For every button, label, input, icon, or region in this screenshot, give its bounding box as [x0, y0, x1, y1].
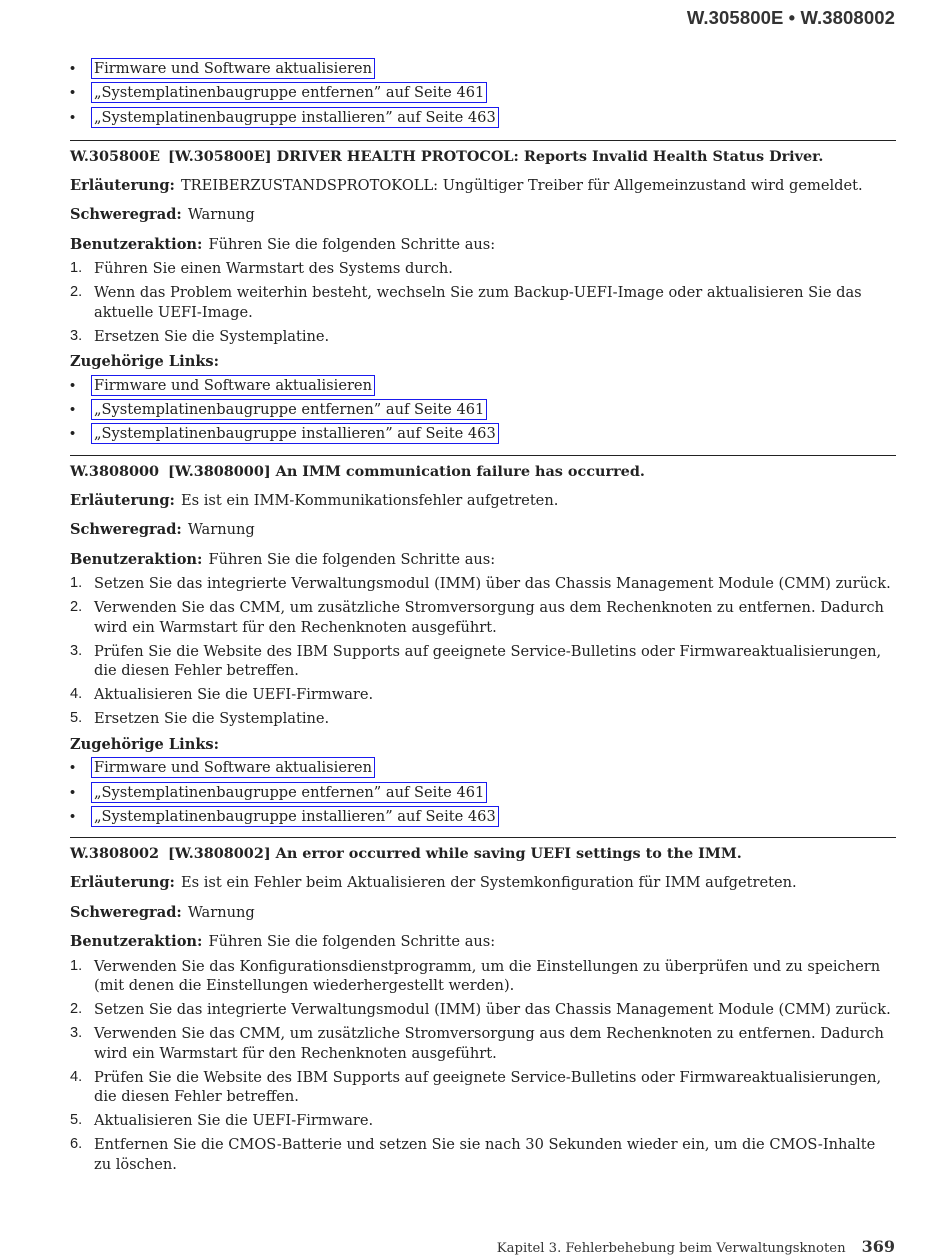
link-install-system-board[interactable]: „Systemplatinenbaugruppe installieren” auf Seite 463 [91, 107, 499, 128]
link-remove-system-board[interactable]: „Systemplatinenbaugruppe entfernen” auf Seite 461 [91, 782, 487, 803]
step-item [70, 642, 896, 681]
step-text: Ersetzen Sie die Systemplatine. [94, 327, 330, 345]
entry-title: [W.3808000] An IMM communication failure has occurred. [168, 462, 645, 480]
link-firmware-update[interactable]: Firmware und Software aktualisieren [91, 375, 375, 396]
page-content [70, 58, 896, 1179]
message-entry [70, 455, 896, 830]
step-item [70, 709, 896, 729]
explanation-text: Es ist ein Fehler beim Aktualisieren der Systemkonfiguration für IMM aufgetreten. [180, 874, 797, 892]
related-links [70, 375, 896, 448]
severity [70, 520, 896, 540]
step-list [70, 574, 896, 729]
list-item [70, 806, 896, 830]
step-item [70, 283, 896, 322]
user-action-label: Benutzeraktion: [70, 550, 203, 568]
explanation [70, 873, 896, 893]
step-item [70, 574, 896, 594]
explanation-label: Erläuterung: [70, 491, 175, 509]
page-header-title: W.305800E • W.3808002 [686, 7, 895, 28]
step-item [70, 327, 896, 347]
step-item [70, 598, 896, 637]
step-text: Wenn das Problem weiterhin besteht, wechseln Sie zum Backup-UEFI-Image oder aktualisieren Sie das aktuelle UEFI-Image. [94, 284, 862, 321]
entry-code: W.3808000 [70, 462, 160, 480]
chapter-title: Kapitel 3. Fehlerbehebung beim Verwaltungsknoten [496, 1241, 846, 1256]
message-entry [70, 837, 896, 1174]
step-number: 1. [70, 575, 83, 592]
top-related-links [70, 58, 896, 131]
entry-code: W.305800E [70, 147, 160, 165]
list-item [70, 423, 896, 447]
bullet: • [70, 784, 76, 801]
entry-title: [W.3808002] An error occurred while saving UEFI settings to the IMM. [168, 845, 742, 863]
message-entry [70, 140, 896, 448]
step-item [70, 957, 896, 996]
bullet: • [70, 808, 76, 825]
step-item [70, 1000, 896, 1020]
step-number: 2. [70, 599, 83, 616]
section-divider [70, 455, 896, 456]
step-item [70, 685, 896, 705]
link-install-system-board[interactable]: „Systemplatinenbaugruppe installieren” auf Seite 463 [91, 423, 499, 444]
step-text: Verwenden Sie das CMM, um zusätzliche Stromversorgung aus dem Rechenknoten zu entfernen. Dadurch wird ein Warmstart für den Rechenknoten ausgeführt. [94, 599, 884, 636]
user-action-intro: Führen Sie die folgenden Schritte aus: [208, 235, 496, 253]
bullet: • [70, 402, 76, 419]
list-item [70, 399, 896, 423]
step-text: Prüfen Sie die Website des IBM Supports auf geeignete Service-Bulletins oder Firmwareaktualisierungen, die diesen Fehler betreffen. [94, 1068, 882, 1106]
explanation-text: Es ist ein IMM-Kommunikationsfehler aufgetreten. [180, 491, 559, 509]
step-number: 3. [70, 642, 83, 659]
step-number: 6. [70, 1136, 83, 1153]
step-text: Ersetzen Sie die Systemplatine. [94, 710, 330, 728]
link-firmware-update[interactable]: Firmware und Software aktualisieren [91, 757, 375, 778]
user-action [70, 932, 896, 952]
step-text: Führen Sie einen Warmstart des Systems durch. [94, 260, 453, 278]
step-number: 5. [70, 1112, 83, 1129]
entry-title: [W.305800E] DRIVER HEALTH PROTOCOL: Reports Invalid Health Status Driver. [168, 147, 824, 165]
step-number: 2. [70, 284, 83, 301]
related-links-title: Zugehörige Links: [70, 735, 220, 753]
list-item [70, 757, 896, 781]
entry-heading [70, 147, 896, 169]
step-text: Setzen Sie das integrierte Verwaltungsmodul (IMM) über das Chassis Management Module (CMM) zurück. [94, 575, 891, 593]
user-action [70, 550, 896, 570]
step-text: Setzen Sie das integrierte Verwaltungsmodul (IMM) über das Chassis Management Module (CMM) zurück. [94, 1001, 891, 1019]
step-item [70, 1068, 896, 1107]
user-action-label: Benutzeraktion: [70, 235, 203, 253]
list-item [70, 107, 896, 131]
page-footer [497, 1237, 895, 1256]
section-divider [70, 837, 896, 838]
step-list [70, 957, 896, 1175]
step-text: Verwenden Sie das Konfigurationsdienstprogramm, um die Einstellungen zu überprüfen und zu speichern (mit denen die Einstellungen wiederhergestellt werden). [94, 957, 881, 995]
step-number: 1. [70, 260, 83, 277]
list-item [70, 58, 896, 82]
related-links [70, 757, 896, 830]
list-item [70, 782, 896, 806]
link-firmware-update[interactable]: Firmware und Software aktualisieren [91, 58, 375, 79]
user-action-intro: Führen Sie die folgenden Schritte aus: [208, 933, 496, 951]
severity-label: Schweregrad: [70, 903, 182, 921]
bullet: • [70, 760, 76, 777]
severity-label: Schweregrad: [70, 521, 182, 539]
step-item [70, 1024, 896, 1063]
severity-value: Warnung [187, 206, 255, 224]
explanation-text: TREIBERZUSTANDSPROTOKOLL: Ungültiger Treiber für Allgemeinzustand wird gemeldet. [180, 176, 863, 194]
step-text: Aktualisieren Sie die UEFI-Firmware. [94, 686, 374, 704]
step-text: Prüfen Sie die Website des IBM Supports auf geeignete Service-Bulletins oder Firmwareaktualisierungen, die diesen Fehler betreffen. [94, 642, 882, 680]
step-number: 3. [70, 1025, 83, 1042]
step-list [70, 259, 896, 346]
explanation-label: Erläuterung: [70, 874, 175, 892]
user-action [70, 235, 896, 255]
entry-heading [70, 462, 896, 484]
bullet: • [70, 377, 76, 394]
step-number: 5. [70, 710, 83, 727]
step-number: 3. [70, 327, 83, 344]
link-remove-system-board[interactable]: „Systemplatinenbaugruppe entfernen” auf Seite 461 [91, 399, 487, 420]
entry-heading [70, 844, 896, 866]
list-item [70, 375, 896, 399]
step-number: 4. [70, 1068, 83, 1085]
step-number: 2. [70, 1001, 83, 1018]
step-item [70, 1111, 896, 1131]
user-action-intro: Führen Sie die folgenden Schritte aus: [208, 550, 496, 568]
step-text: Entfernen Sie die CMOS-Batterie und setzen Sie sie nach 30 Sekunden wieder ein, um die CMOS-Inhalte zu löschen. [94, 1136, 876, 1173]
explanation [70, 176, 896, 196]
severity-value: Warnung [187, 521, 255, 539]
severity [70, 205, 896, 225]
bullet: • [70, 61, 76, 77]
step-item [70, 259, 896, 279]
severity [70, 903, 896, 923]
link-remove-system-board[interactable]: „Systemplatinenbaugruppe entfernen” auf Seite 461 [91, 82, 487, 103]
user-action-label: Benutzeraktion: [70, 933, 203, 951]
link-install-system-board[interactable]: „Systemplatinenbaugruppe installieren” auf Seite 463 [91, 806, 499, 827]
step-number: 1. [70, 957, 83, 974]
bullet: • [70, 426, 76, 443]
step-item [70, 1135, 896, 1174]
list-item [70, 82, 896, 106]
explanation [70, 491, 896, 511]
step-number: 4. [70, 686, 83, 703]
step-text: Verwenden Sie das CMM, um zusätzliche Stromversorgung aus dem Rechenknoten zu entfernen. Dadurch wird ein Warmstart für den Rechenknoten ausgeführt. [94, 1025, 884, 1062]
severity-value: Warnung [187, 903, 255, 921]
explanation-label: Erläuterung: [70, 176, 175, 194]
page-number: 369 [861, 1237, 895, 1256]
related-links-title: Zugehörige Links: [70, 353, 220, 371]
section-divider [70, 140, 896, 141]
step-text: Aktualisieren Sie die UEFI-Firmware. [94, 1112, 374, 1130]
bullet: • [70, 85, 76, 102]
severity-label: Schweregrad: [70, 206, 182, 224]
entry-code: W.3808002 [70, 845, 160, 863]
bullet: • [70, 109, 76, 126]
